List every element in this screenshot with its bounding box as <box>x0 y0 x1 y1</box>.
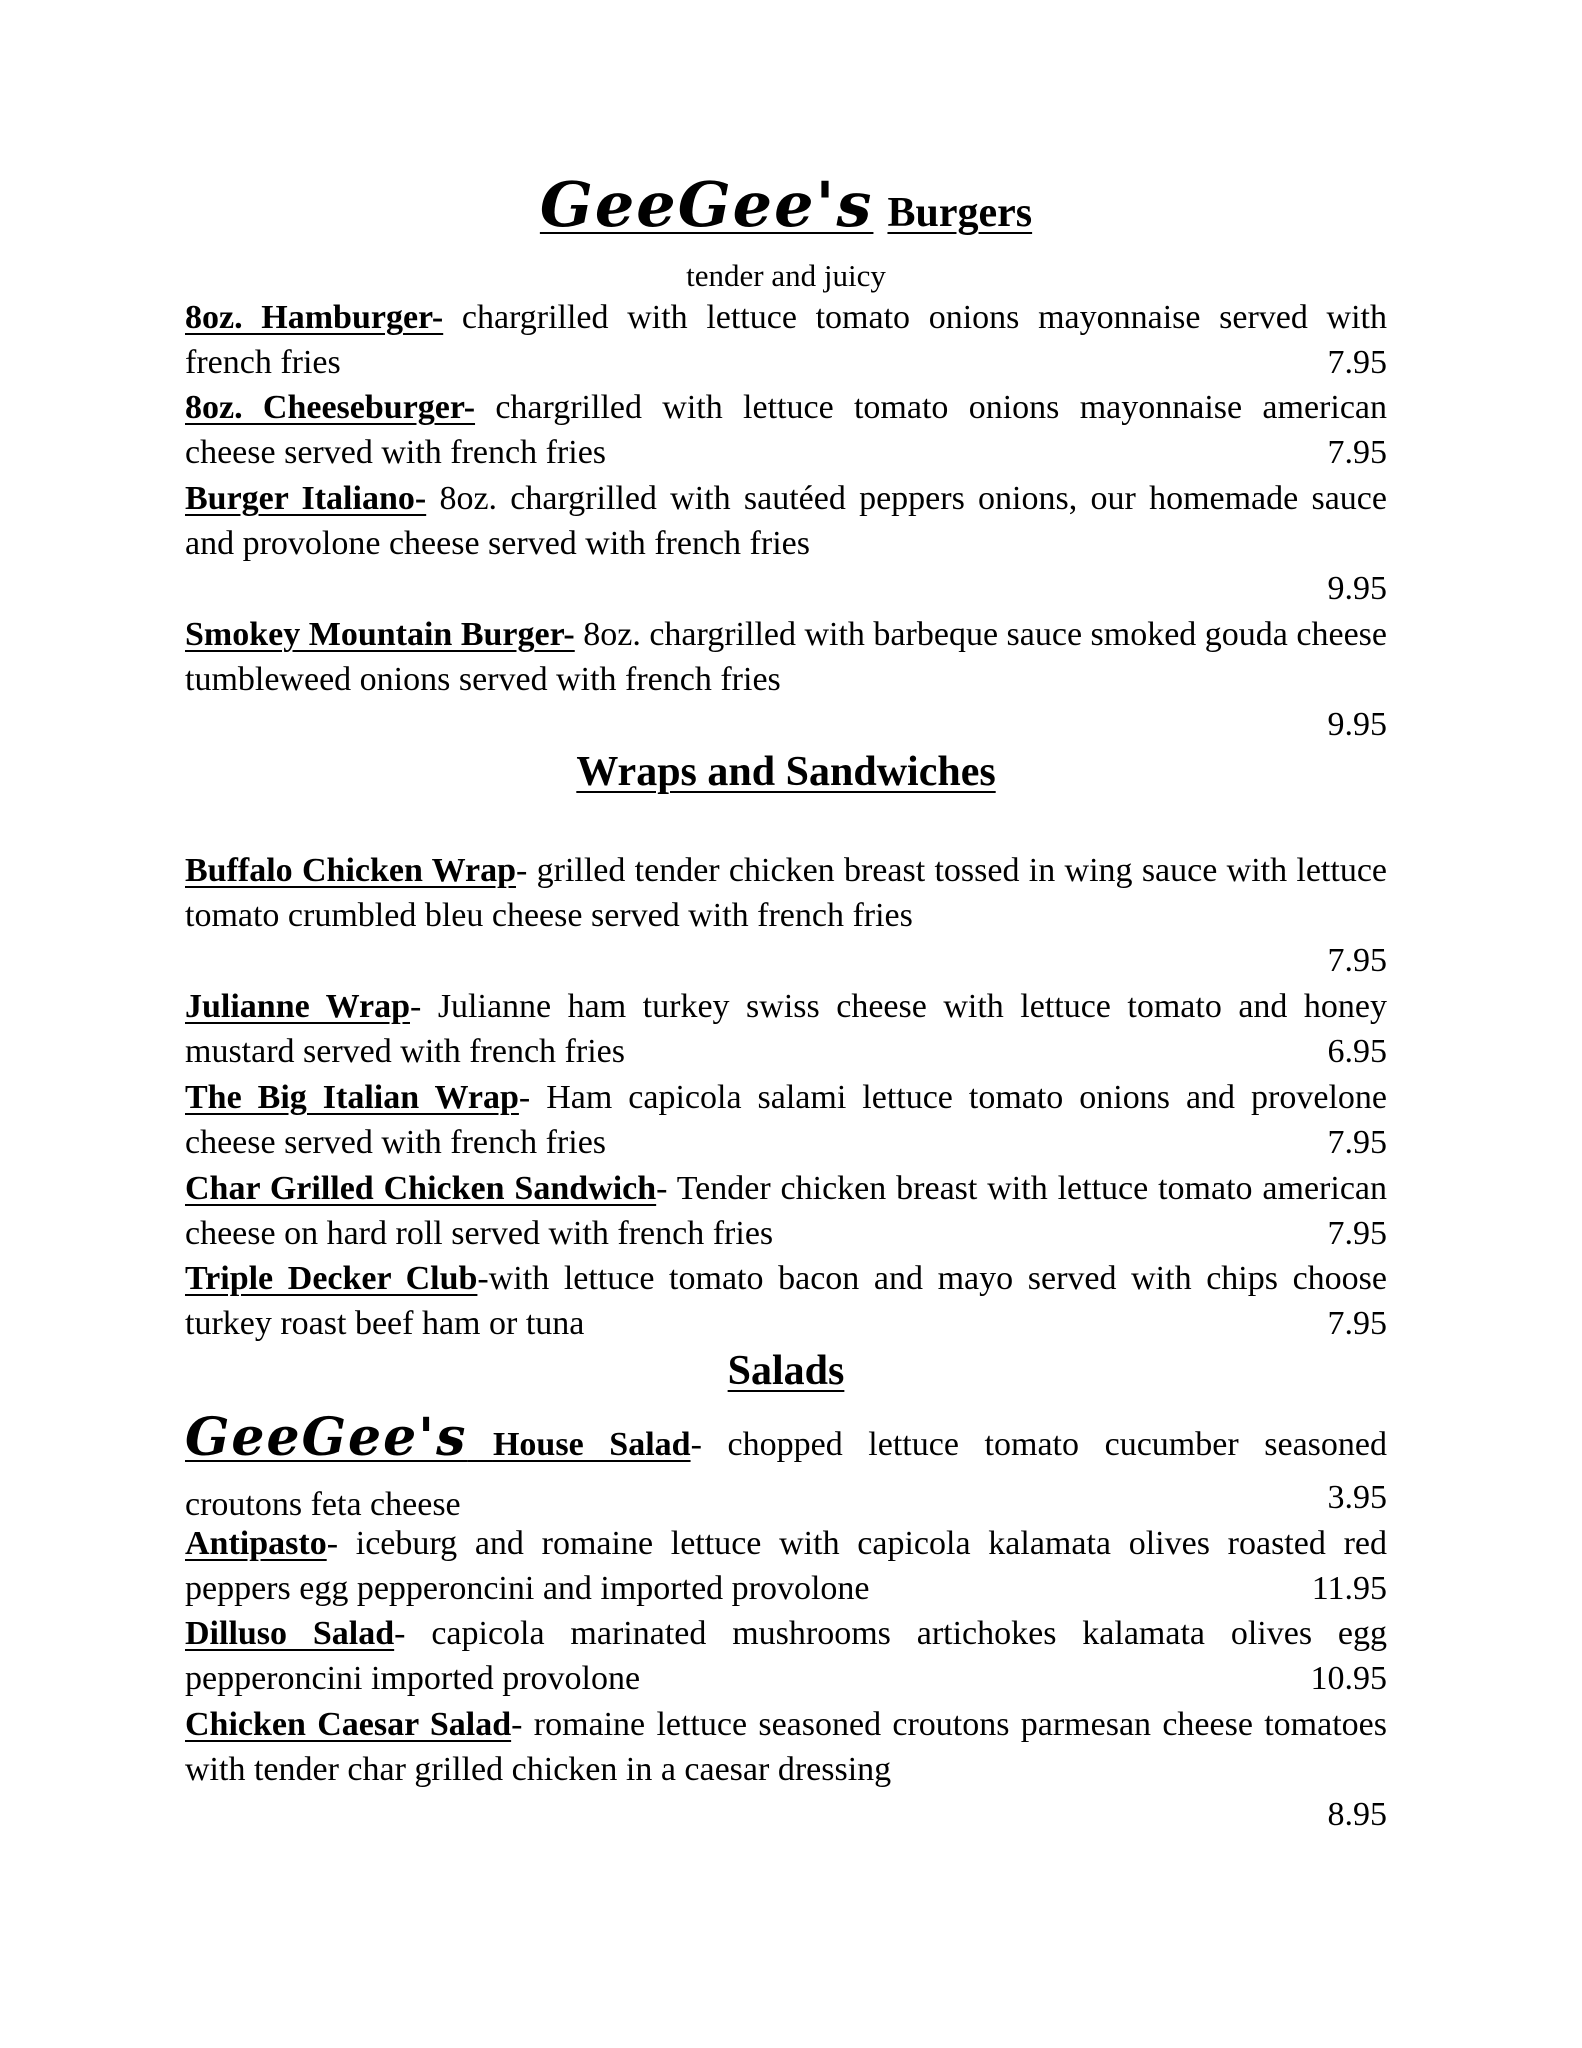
item-price: 3.95 <box>1327 1479 1387 1516</box>
item-description: chargrilled with lettuce tomato onions mayonnaise american cheese served with french fries <box>185 389 1387 471</box>
item-price: 6.95 <box>1327 1033 1387 1070</box>
item-description: - grilled tender chicken breast tossed in wing sauce with lettuce tomato crumbled bleu cheese served with french fries <box>185 852 1388 934</box>
title-line <box>540 168 1032 241</box>
item-price: 7.95 <box>1327 344 1387 381</box>
item-description-block <box>185 1521 1387 1611</box>
item-description-block <box>185 476 1387 566</box>
menu-title <box>185 168 1387 241</box>
menu-item-burger-italiano <box>185 476 1387 611</box>
item-description-block <box>185 612 1387 702</box>
menu-item-chicken-caesar-salad <box>185 1702 1387 1837</box>
brand-logo-text: GeeGee's <box>185 1407 468 1468</box>
item-price: 7.95 <box>1327 1305 1387 1342</box>
item-description-block <box>185 1408 1387 1535</box>
item-price: 7.95 <box>1327 942 1387 979</box>
item-description: - romaine lettuce seasoned croutons parmesan cheese tomatoes with tender char grilled chicken in a caesar dressing <box>185 1706 1387 1788</box>
item-price: 7.95 <box>1327 434 1387 471</box>
item-name: Smokey Mountain Burger- <box>185 616 575 653</box>
item-description-block <box>185 848 1387 938</box>
menu-item-dilluso-salad <box>185 1611 1387 1701</box>
item-description: - Ham capicola salami lettuce tomato onions and provelone cheese served with french fries <box>185 1079 1387 1161</box>
item-description: - Julianne ham turkey swiss cheese with lettuce tomato and honey mustard served with french fries <box>185 988 1388 1070</box>
item-description: - chopped lettuce tomato cucumber seasoned croutons feta cheese <box>185 1426 1387 1523</box>
section-title-wraps: Wraps and Sandwiches <box>576 749 996 795</box>
item-description-block <box>185 1256 1387 1346</box>
menu-item-triple-decker-club <box>185 1256 1387 1346</box>
item-name: The Big Italian Wrap <box>185 1079 519 1116</box>
item-name: Buffalo Chicken Wrap <box>185 852 516 889</box>
item-description-block <box>185 295 1387 385</box>
item-price: 7.95 <box>1327 1215 1387 1252</box>
item-price: 9.95 <box>1327 570 1387 607</box>
item-price: 11.95 <box>1311 1570 1387 1607</box>
item-price: 9.95 <box>1327 706 1387 743</box>
item-name: 8oz. Hamburger- <box>185 299 444 336</box>
item-price: 10.95 <box>1310 1660 1387 1697</box>
item-description: - Tender chicken breast with lettuce tomato american cheese on hard roll served with french fries <box>185 1170 1388 1252</box>
item-name: 8oz. Cheeseburger- <box>185 389 476 426</box>
item-description-block <box>185 984 1387 1074</box>
menu-item-smokey-mountain-burger <box>185 612 1387 747</box>
item-description: - iceburg and romaine lettuce with capicola kalamata olives roasted red peppers egg pepperoncini and imported provolone <box>185 1525 1387 1607</box>
menu-item-cheeseburger <box>185 385 1387 475</box>
menu-item-julianne-wrap <box>185 984 1387 1074</box>
item-name-text: House Salad <box>492 1426 691 1463</box>
item-description: 8oz. chargrilled with sautéed peppers onions, our homemade sauce and provolone cheese served with french fries <box>185 480 1387 562</box>
item-description: chargrilled with lettuce tomato onions mayonnaise served with french fries <box>185 299 1388 381</box>
section-title-salads: Salads <box>727 1348 845 1394</box>
item-description: - capicola marinated mushrooms artichokes kalamata olives egg pepperoncini imported provolone <box>185 1615 1387 1697</box>
menu-item-big-italian-wrap <box>185 1075 1387 1165</box>
tagline: tender and juicy <box>686 258 886 293</box>
item-description-block <box>185 1702 1387 1792</box>
item-description: 8oz. chargrilled with barbeque sauce smoked gouda cheese tumbleweed onions served with french fries <box>185 616 1387 698</box>
item-description-block <box>185 385 1387 475</box>
item-name: Char Grilled Chicken Sandwich <box>185 1170 657 1207</box>
item-name: Burger Italiano- <box>185 480 427 517</box>
item-name: Dilluso Salad <box>185 1615 395 1652</box>
item-name: Antipasto <box>185 1525 327 1562</box>
menu-item-hamburger <box>185 295 1387 385</box>
brand-logo-text: GeeGee's <box>539 168 874 241</box>
menu-item-antipasto <box>185 1521 1387 1611</box>
menu-item-buffalo-chicken-wrap <box>185 848 1387 983</box>
item-description-block <box>185 1075 1387 1165</box>
item-name: Chicken Caesar Salad <box>185 1706 512 1743</box>
title-word: Burgers <box>887 190 1033 236</box>
item-description: -with lettuce tomato bacon and mayo served with chips choose turkey roast beef ham or tuna <box>185 1260 1388 1342</box>
menu-item-house-salad <box>185 1408 1387 1535</box>
item-name: Julianne Wrap <box>185 988 410 1025</box>
menu-item-char-grilled-chicken-sandwich <box>185 1166 1387 1256</box>
item-price: 8.95 <box>1327 1796 1387 1833</box>
item-name <box>185 1407 691 1468</box>
item-description-block <box>185 1166 1387 1256</box>
item-name: Triple Decker Club <box>185 1260 478 1297</box>
item-price: 7.95 <box>1327 1124 1387 1161</box>
item-description-block <box>185 1611 1387 1701</box>
